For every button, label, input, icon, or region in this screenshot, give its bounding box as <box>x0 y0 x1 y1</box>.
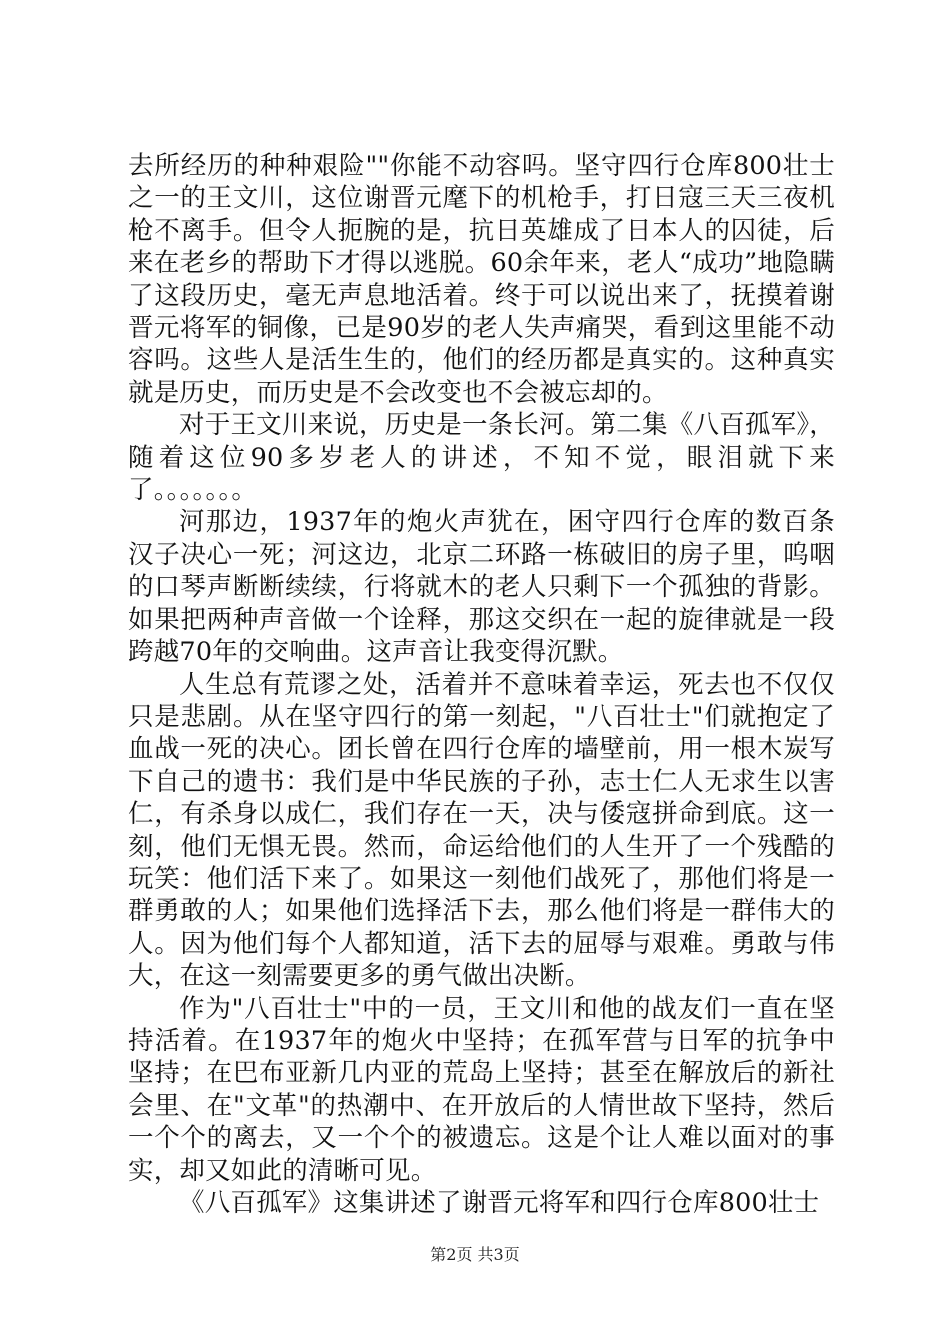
paragraph-1: 去所经历的种种艰险""你能不动容吗。坚守四行仓库800壮士之一的王文川，这位谢晋元麾下的机枪手，打日寇三天三夜机枪不离手。但令人扼腕的是，抗日英雄成了日本人的囚徒，后来在老乡的帮助下才得以逃脱。60余年来，老人“成功”地隐瞒了这段历史，毫无声息地活着。终于可以说出来了，抚摸着谢晋元将军的铜像，已是90岁的老人失声痛哭，看到这里能不动容吗。这些人是活生生的，他们的经历都是真实的。这种真实就是历史，而历史是不会改变也不会被忘却的。 <box>128 151 835 408</box>
paragraph-6: 《八百孤军》这集讲述了谢晋元将军和四行仓库800壮士 <box>179 1188 820 1218</box>
paragraph-2: 对于王文川来说，历史是一条长河。第二集《八百孤军》，随着这位90多岁老人的讲述，不知不觉，眼泪就下来了。。。。。。。 <box>128 410 835 506</box>
paragraph-3: 河那边，1937年的炮火声犹在，困守四行仓库的数百条汉子决心一死；河这边，北京二环路一栋破旧的房子里，呜咽的口琴声断断续续，行将就木的老人只剩下一个孤独的背影。如果把两种声音做一个诠释，那这交织在一起的旋律就是一段跨越70年的交响曲。这声音让我变得沉默。 <box>128 507 835 668</box>
paragraph-5: 作为"八百壮士"中的一员，王文川和他的战友们一直在坚持活着。在1937年的炮火中坚持；在孤军营与日军的抗争中坚持；在巴布亚新几内亚的荒岛上坚持；甚至在解放后的新社会里、在"文革"的热潮中、在开放后的人情世故下坚持，然后一个个的离去，又一个个的被遗忘。这是个让人难以面对的事实，却又如此的清晰可见。 <box>128 993 835 1186</box>
page-footer <box>0 1245 950 1265</box>
page-number-label: 第2页 共3页 <box>430 1245 520 1264</box>
paragraph-4: 人生总有荒谬之处，活着并不意味着幸运，死去也不仅仅只是悲剧。从在坚守四行的第一刻起，"八百壮士"们就抱定了血战一死的决心。团长曾在四行仓库的墙壁前，用一根木炭写下自己的遗书：我们是中华民族的子孙，志士仁人无求生以害仁，有杀身以成仁，我们存在一天，决与倭寇拼命到底。这一刻，他们无惧无畏。然而，命运给他们的人生开了一个残酷的玩笑：他们活下来了。如果这一刻他们战死了，那他们将是一群勇敢的人；如果他们选择活下去，那么他们将是一群伟大的人。因为他们每个人都知道，活下去的屈辱与艰难。勇敢与伟大，在这一刻需要更多的勇气做出决断。 <box>128 669 835 992</box>
document-body <box>128 150 835 1219</box>
